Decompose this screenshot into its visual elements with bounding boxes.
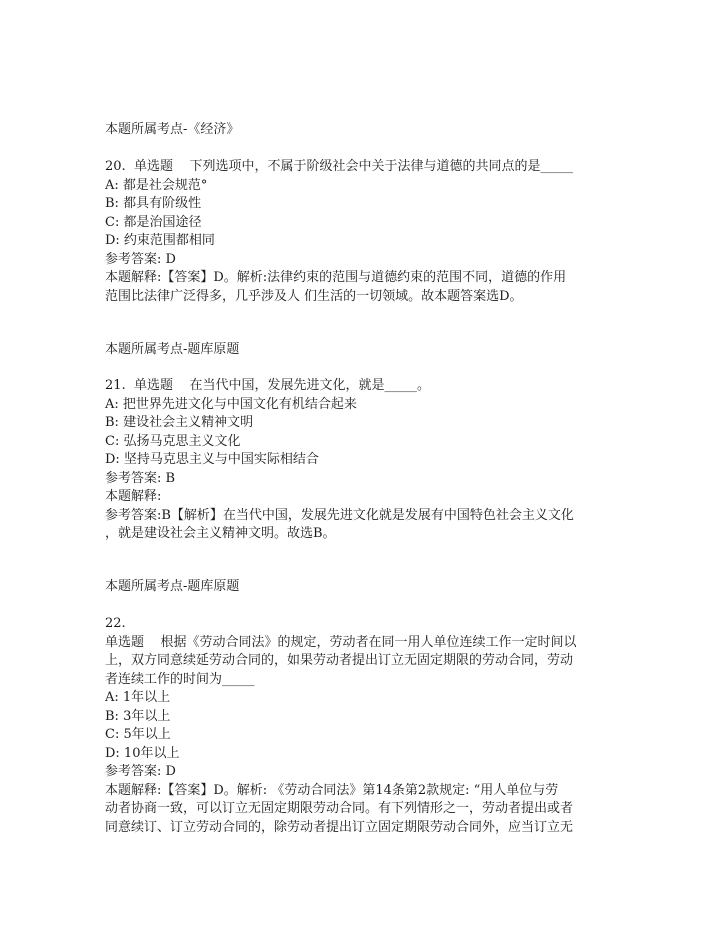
explanation-line: 参考答案:B【解析】在当代中国，发展先进文化就是发展有中国特色社会主义文化	[105, 507, 574, 523]
option-a: A: 都是社会规范°	[105, 177, 208, 193]
answer-line: 参考答案: D	[105, 251, 176, 267]
option-d: D: 约束范围都相同	[105, 233, 215, 248]
explanation-line: 范围比法律广泛得多，几乎涉及人 们生活的一切领域。故本题答案选D。	[105, 288, 523, 304]
answer-line: 参考答案: D	[105, 764, 176, 779]
option-b: B: 3年以上	[105, 708, 171, 724]
option-c: C: 5年以上	[105, 727, 171, 742]
option-c: C: 弘扬马克思主义文化	[105, 433, 241, 449]
question-stem: 20. 单选题 下列选项中，不属于阶级社会中关于法律与道德的共同点的是_____	[105, 159, 573, 174]
question-stem: 上，双方同意续延劳动合同的，如果劳动者提出订立无固定期限的劳动合同，劳动	[105, 653, 574, 668]
option-a: A: 1年以上	[105, 690, 171, 705]
explanation-line: 本题解释:【答案】D。解析: 《劳动合同法》第14条第2款规定: “用人单位与劳	[105, 782, 559, 798]
option-b: B: 建设社会主义精神文明	[105, 415, 254, 430]
question-number: 22.	[105, 616, 126, 631]
explanation-line: ，就是建设社会主义精神文明。故选B。	[105, 526, 336, 541]
topic-label-3: 本题所属考点-题库原题	[105, 579, 240, 594]
explanation-line: 同意续订、订立劳动合同的，除劳动者提出订立固定期限劳动合同外，应当订立无	[105, 819, 574, 835]
question-20	[105, 158, 573, 306]
explanation-line: 本题解释:【答案】D。解析:法律约束的范围与道德约束的范围不同，道德的作用	[105, 270, 567, 285]
question-stem: 单选题 根据《劳动合同法》的规定，劳动者在同一用人单位连续工作一定时间以	[105, 634, 577, 650]
question-22	[105, 615, 577, 837]
option-a: A: 把世界先进文化与中国文化有机结合起来	[105, 396, 357, 412]
explanation-label: 本题解释:	[105, 489, 162, 504]
topic-label-1: 本题所属考点-《经济》	[105, 122, 240, 137]
option-c: C: 都是治国途径	[105, 214, 202, 230]
explanation-line: 动者协商一致，可以订立无固定期限劳动合同。有下列情形之一，劳动者提出或者	[105, 801, 574, 816]
answer-line: 参考答案: B	[105, 470, 176, 486]
question-stem: 21. 单选题 在当代中国，发展先进文化，就是_____。	[105, 378, 430, 393]
option-d: D: 10年以上	[105, 745, 180, 761]
question-stem: 者连续工作的时间为_____	[105, 671, 255, 687]
question-21	[105, 377, 574, 544]
option-b: B: 都具有阶级性	[105, 196, 202, 211]
topic-label-2: 本题所属考点-题库原题	[105, 342, 240, 357]
option-d: D: 坚持马克思主义与中国实际相结合	[105, 452, 319, 467]
